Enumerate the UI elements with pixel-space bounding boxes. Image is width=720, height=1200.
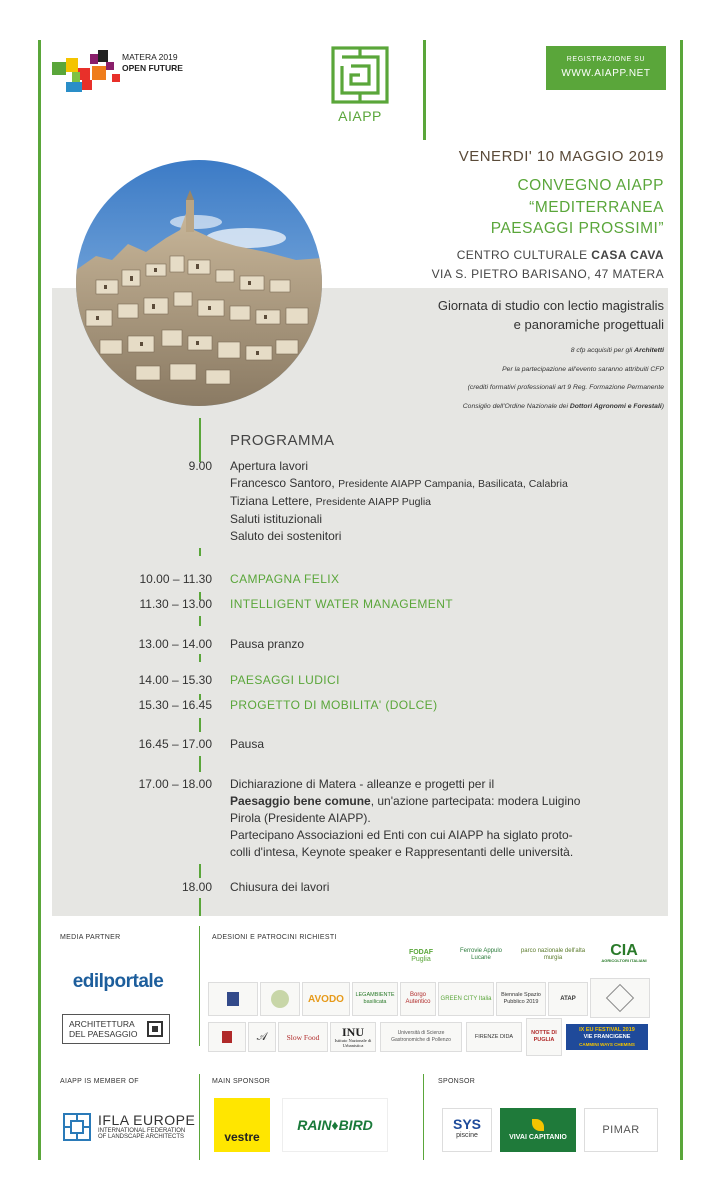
slot-line: Saluti istituzionali — [230, 512, 323, 526]
patron-logo-geom[interactable] — [590, 978, 650, 1018]
pimar-text: PIMAR — [602, 1124, 640, 1136]
slot-line: Partecipano Associazioni ed Enti con cui AIAPP ha siglato proto- — [230, 828, 573, 842]
sys-text: SYS — [452, 1116, 481, 1132]
pimar-logo[interactable] — [584, 1108, 658, 1152]
matera-2019-text — [122, 52, 183, 74]
slot-text: CAMPAGNA FELIX — [230, 572, 340, 586]
crest-icon — [227, 992, 239, 1006]
footer-divider — [199, 926, 200, 1046]
notte-puglia-logo[interactable] — [526, 1018, 562, 1056]
timeline-tick — [199, 548, 201, 556]
inu-text: INU — [341, 1025, 364, 1039]
eu-festival-logo[interactable] — [566, 1024, 648, 1050]
registration-button[interactable] — [546, 46, 666, 90]
biennale-logo[interactable] — [496, 982, 546, 1016]
round-emblem-icon — [271, 990, 289, 1008]
sponsor-label: SPONSOR — [438, 1078, 476, 1085]
avodo-logo[interactable] — [302, 982, 350, 1016]
registration-url[interactable]: WWW.AIAPP.NET — [561, 68, 651, 79]
cia-sub: AGRICOLTORI ITALIANI — [601, 958, 647, 963]
slot-line: Pirola (Presidente AIAPP). — [230, 811, 371, 825]
registration-label: REGISTRAZIONE SU — [566, 56, 646, 63]
event-title-line1: CONVEGNO AIAPP — [517, 177, 664, 194]
adesioni-label: ADESIONI E PATROCINI RICHIESTI — [212, 934, 337, 941]
cfp-line1: 8 cfp acquisiti per gli — [570, 347, 635, 354]
patron-logo-2[interactable] — [260, 982, 300, 1016]
edilportale-logo[interactable] — [64, 968, 172, 996]
architettura-paesaggio-logo[interactable] — [62, 1014, 170, 1044]
fodaf-logo[interactable] — [400, 940, 442, 972]
edilportale-text: edilportale — [72, 971, 164, 992]
festival-line2: VIE FRANCIGENE — [583, 1033, 631, 1040]
ifla-sub2: OF LANDSCAPE ARCHITECTS — [98, 1134, 185, 1140]
timeline-tick — [199, 756, 201, 772]
greencity-logo[interactable] — [438, 982, 494, 1016]
sys-piscine-logo[interactable] — [442, 1108, 492, 1152]
event-date: VENERDI' 10 MAGGIO 2019 — [458, 148, 664, 165]
festival-line1: IX EU FESTIVAL 2019 — [579, 1026, 635, 1033]
slot-text: PAESAGGI LUDICI — [230, 673, 340, 687]
timeline-tick — [199, 616, 201, 626]
vivai-text: VIVAI CAPITANIO — [509, 1134, 567, 1141]
borgo-autentico-logo[interactable] — [400, 982, 436, 1016]
slot-line: , un'azione partecipata: modera Luigino — [370, 794, 581, 808]
right-border-line — [680, 40, 683, 1160]
cfp-line3: (crediti formativi professionali art 9 Reg. Formazione Permanente — [467, 384, 664, 391]
speaker-name: Francesco Santoro, — [230, 476, 339, 490]
left-border-line — [38, 40, 41, 1160]
atap-text: ATAP — [560, 995, 576, 1002]
matera-line1: MATERA 2019 — [122, 52, 178, 62]
venue-name: CASA CAVA — [591, 248, 664, 262]
main-sponsor-label: MAIN SPONSOR — [212, 1078, 271, 1085]
timeline-tick — [199, 418, 201, 462]
slot-time: 9.00 — [188, 459, 212, 473]
fodaf-sub: Puglia — [411, 956, 431, 963]
parco-murgia-logo[interactable] — [514, 942, 592, 968]
cia-logo[interactable] — [600, 938, 648, 970]
leaf-icon — [532, 1119, 544, 1131]
cfp-line4: Consiglio dell'Ordine Nazionale dei — [462, 402, 570, 410]
atap-logo[interactable] — [548, 982, 588, 1016]
slot-bold: Paesaggio bene comune — [230, 794, 371, 808]
slot-text: Pausa — [230, 737, 265, 751]
legambiente-logo[interactable] — [352, 982, 398, 1016]
aiapp-name: AIAPP — [338, 108, 382, 124]
event-title — [491, 175, 664, 240]
speaker-role: Presidente AIAPP Campania, Basilicata, Calabria — [338, 478, 568, 490]
center-divider-line — [423, 40, 426, 140]
slowfood-text: Slow Food — [286, 1032, 320, 1042]
cfp-agronomi: Dottori Agronomi e Forestali — [569, 402, 662, 410]
rainbird-text: RAIN♦BIRD — [297, 1117, 373, 1133]
fodaf-text: FODAF — [408, 949, 434, 956]
firenze-text: FIRENZE DIDA — [474, 1033, 514, 1040]
sys-sub: piscine — [456, 1132, 478, 1139]
slot-text — [230, 776, 650, 861]
greencity-text: GREEN CITY Italia — [440, 995, 492, 1002]
footer-divider — [423, 1074, 424, 1160]
venue-prefix: CENTRO CULTURALE — [456, 248, 592, 262]
slot-time: 13.00 – 14.00 — [138, 637, 212, 651]
vivai-capitanio-logo[interactable] — [500, 1108, 576, 1152]
qr-icon — [147, 1021, 163, 1037]
event-venue — [432, 246, 664, 284]
ifla-emblem-icon — [62, 1112, 92, 1142]
rainbird-logo[interactable] — [282, 1098, 388, 1152]
slot-time: 11.30 – 13.00 — [139, 597, 212, 611]
media-partner-label: MEDIA PARTNER — [60, 934, 121, 941]
af-monogram-icon: 𝒜 — [256, 1030, 268, 1043]
inu-logo[interactable] — [330, 1022, 376, 1052]
unisg-text: Università di Scienze Gastronomiche di Pollenzo — [391, 1030, 451, 1043]
avodo-text: AVODO — [308, 993, 344, 1005]
venue-address: VIA S. PIETRO BARISANO, 47 MATERA — [431, 267, 664, 281]
ifla-sub1: INTERNATIONAL FEDERATION — [98, 1128, 186, 1134]
cfp-line4-end: ) — [661, 402, 664, 410]
cia-text: CIA — [610, 942, 638, 959]
member-label: AIAPP IS MEMBER OF — [60, 1078, 139, 1085]
slot-line: colli d'intesa, Keynote speaker e Rappresentanti delle università. — [230, 845, 574, 859]
matera-sassi-photo — [76, 160, 322, 406]
slot-text: Pausa pranzo — [230, 637, 305, 651]
crest-icon — [222, 1031, 232, 1043]
patron-logo-3[interactable] — [208, 1022, 246, 1052]
event-subtitle-line1: Giornata di studio con lectio magistralis — [437, 298, 664, 313]
program-title: PROGRAMMA — [230, 432, 335, 449]
festival-line3: CAMMINI WAYS CHEMINS — [579, 1041, 635, 1047]
timeline-tick — [199, 898, 201, 916]
slot-time: 18.00 — [181, 880, 212, 894]
slot-line: Apertura lavori — [230, 459, 309, 473]
geometric-icon — [606, 984, 634, 1012]
vestre-text: vestre — [224, 1130, 260, 1144]
parco-text: parco nazionale dell'alta murgia — [520, 948, 586, 961]
event-subtitle — [438, 296, 664, 334]
firenze-dida-logo[interactable] — [466, 1022, 522, 1052]
cfp-credits-note — [463, 342, 664, 416]
slot-text: Chiusura dei lavori — [230, 880, 330, 894]
biennale-text: Biennale Spazio Pubblico 2019 — [501, 992, 541, 1005]
cfp-architetti: Architetti — [634, 347, 664, 354]
patron-logo-1[interactable] — [208, 982, 258, 1016]
arch-line1: ARCHITETTURA — [69, 1019, 135, 1029]
slot-text: INTELLIGENT WATER MANAGEMENT — [230, 597, 453, 611]
matera-line2: OPEN FUTURE — [122, 63, 183, 73]
slot-text: PROGETTO DI MOBILITA' (DOLCE) — [230, 698, 438, 712]
slot-time: 16.45 – 17.00 — [138, 737, 212, 751]
speaker-role: Presidente AIAPP Puglia — [315, 496, 431, 508]
slot-line: Saluto dei sostenitori — [230, 529, 342, 543]
slot-time: 15.30 – 16.45 — [138, 698, 212, 712]
aiapp-maze-logo — [331, 46, 389, 104]
footer-divider — [199, 1074, 200, 1160]
inu-sub: Istituto Nazionale di Urbanistica — [334, 1038, 372, 1048]
slot-text — [230, 458, 650, 545]
event-title-line3: PAESAGGI PROSSIMI” — [490, 220, 664, 237]
speaker-name: Tiziana Lettere, — [230, 494, 316, 508]
slot-time: 10.00 – 11.30 — [139, 572, 212, 586]
timeline-tick — [199, 654, 201, 662]
slot-time: 17.00 – 18.00 — [138, 777, 212, 791]
ifla-title: IFLA EUROPE — [98, 1112, 196, 1128]
event-subtitle-line2: e panoramiche progettuali — [513, 317, 664, 332]
notte-text: NOTTE DI PUGLIA — [531, 1030, 557, 1043]
slot-line: Dichiarazione di Matera - alleanze e progetti per il — [230, 777, 495, 791]
event-title-line2: “MEDITERRANEA — [529, 198, 664, 216]
borgo-text: Borgo Autentico — [405, 992, 431, 1005]
ferrovie-text: Ferrovie Appulo Lucane — [459, 948, 503, 961]
legambiente-text: LEGAMBIENTE basilicata — [355, 992, 395, 1005]
timeline-tick — [199, 718, 201, 732]
unisg-logo[interactable] — [380, 1022, 462, 1052]
vestre-logo[interactable] — [214, 1098, 270, 1152]
arch-line2: DEL PAESAGGIO — [69, 1029, 138, 1039]
cfp-line2: Per la partecipazione all'evento saranno attribuiti CFP — [502, 365, 664, 373]
ferrovie-logo[interactable] — [456, 940, 506, 970]
slowfood-logo[interactable] — [278, 1022, 328, 1052]
slot-time: 14.00 – 15.30 — [138, 673, 212, 687]
patron-logo-af[interactable] — [248, 1022, 276, 1052]
ifla-logo[interactable] — [98, 1112, 195, 1140]
timeline-tick — [199, 864, 201, 878]
